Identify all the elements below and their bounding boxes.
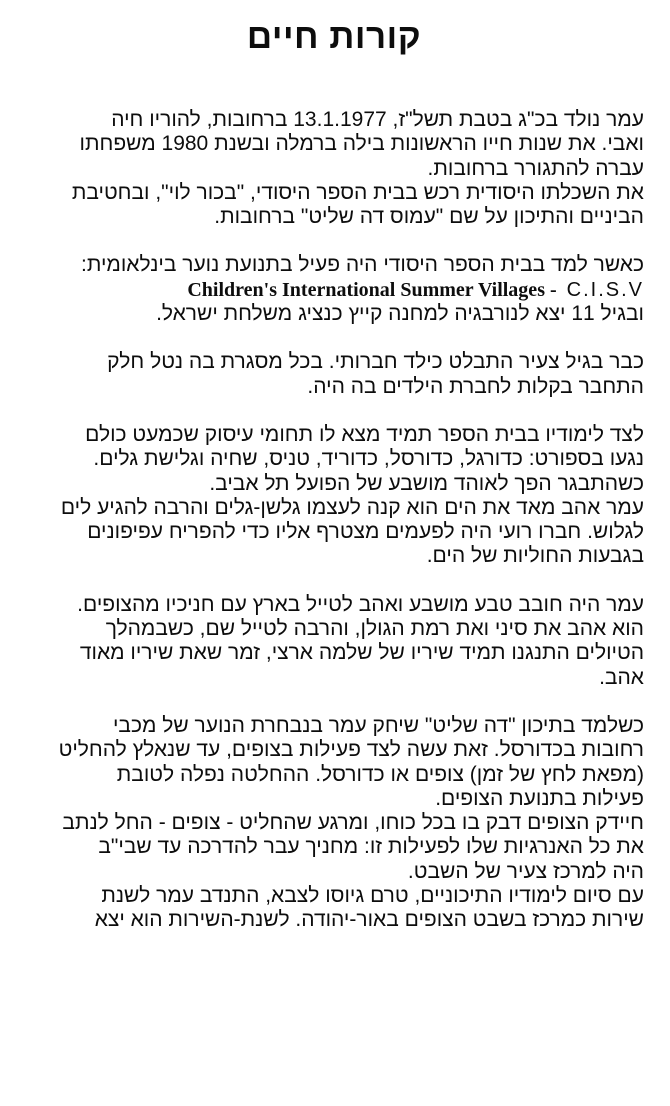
text-line: חיידק הצופים דבק בו בכל כוחו, ומרגע שהחליט - צופים - החל לנתב [62, 811, 644, 835]
text-line: עברה להתגורר ברחובות. [427, 156, 644, 180]
paragraph-birth-education [24, 108, 644, 229]
paragraph-cisv [24, 253, 644, 326]
text-line: הביניים והתיכון על שם "עמוס דה שליט" ברחובות. [214, 205, 644, 229]
text-line: את השכלתו היסודית רכש בבית הספר היסודי, "בכור לוי", ובחטיבת [71, 180, 644, 204]
cisv-code: C.I.S.V [566, 278, 644, 301]
text-line: לגלוש. חברו רועי היה לפעמים מצטרף אליו כדי להפריח עפיפונים [87, 520, 644, 544]
text-line: כשלמד בתיכון "דה שליט" שיחק עמר בנבחרת הנוער של מכבי [112, 713, 644, 737]
paragraph-social [24, 350, 644, 399]
text-line: כבר בגיל צעיר התבלט כילד חברותי. בכל מסגרת בה נטל חלק [107, 350, 644, 374]
text-line: כשהתבגר הפך לאוהד מושבע של הפועל תל אביב. [209, 471, 644, 495]
text-line: שירות כמרכז בשבט הצופים באור-יהודה. לשנת-השירות הוא יצא [94, 908, 644, 932]
text-line: התחבר בקלות לחברת הילדים בה היה. [307, 374, 644, 398]
text-line: עם סיום לימודיו התיכוניים, טרם גיוסו לצבא, התנדב עמר לשנת [101, 884, 644, 908]
text-line: לצד לימודיו בבית הספר תמיד מצא לו תחומי עיסוק שכמעט כולם [85, 422, 644, 446]
text-line: הוא אהב את סיני ואת רמת הגולן, והרבה לטייל שם, כשבמהלך [105, 617, 644, 641]
text-line: רחובות בכדורסל. זאת עשה לצד פעילות בצופים, עד שנאלץ להחליט [58, 738, 644, 762]
paragraph-scouts [24, 714, 644, 933]
text-line: היה למרכז צעיר של השבט. [407, 859, 644, 883]
text-line: עמר אהב מאד את הים הוא קנה לעצמו גלשן-גלים והרבה להגיע לים [60, 495, 644, 519]
cisv-full-name: Children's International Summer Villages - [187, 278, 557, 301]
paragraph-sports [24, 423, 644, 569]
text-line: עמר היה חובב טבע מושבע ואהב לטייל בארץ עם חניכיו מהצופים. [77, 592, 644, 616]
text-line: אהב. [599, 665, 644, 689]
page-title: קורות חיים [246, 17, 422, 56]
text-line: פעילות בתנועת הצופים. [435, 786, 644, 810]
text-line: הטיולים התנגנו תמיד שיריו של שלמה ארצי, זמר שאת שיריו מאוד [79, 641, 644, 665]
cisv-name-line [24, 278, 644, 302]
text-line: עמר נולד בכ"ג בטבת תשל"ז, 13.1.1977 ברחובות, להוריו חיה [111, 108, 644, 131]
text-line: את כל האנרגיות שלו לפעילות זו: מחניך עבר להדרכה עד שבי"ב [98, 835, 644, 859]
text-line: (מפאת לחץ של זמן) צופים או כדורסל. ההחלטה נפלה לטובת [116, 762, 644, 786]
text-line: ובגיל 11 יצא לנורבגיה למחנה קייץ כנציג משלחת ישראל. [156, 302, 644, 326]
text-line: בגבעות החוליות של הים. [426, 544, 644, 568]
paragraph-nature [24, 593, 644, 690]
text-line: נגעו בספורט: כדורגל, כדורסל, כדוריד, טניס, שחיה וגלישת גלים. [93, 447, 644, 471]
text-line: כאשר למד בבית הספר היסודי היה פעיל בתנועת נוער בינלאומית: [81, 253, 644, 277]
text-line: ואבי. את שנות חייו הראשונות בילה ברמלה ובשנת 1980 משפחתו [79, 132, 644, 156]
